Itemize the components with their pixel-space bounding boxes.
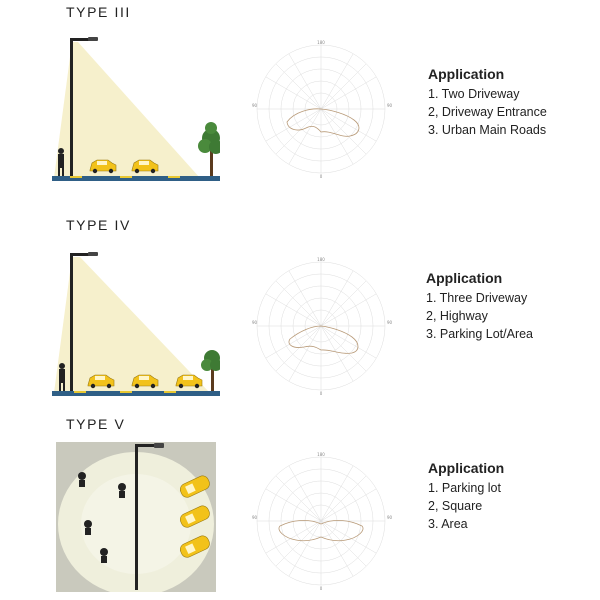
type-v-application [428,460,504,533]
application-item: 3. Area [428,517,468,531]
polar-tick-left: 90 [252,103,258,108]
polar-tick-right: 90 [387,103,392,108]
type-v-polar-diagram [250,450,392,592]
tree [198,122,220,178]
application-title: Application [428,460,505,476]
tree [201,350,220,393]
polar-tick-bottom: 0 [319,586,323,591]
polar-tick-top: 180 [317,257,325,262]
application-item: 2, Square [428,499,483,513]
type-iii-streetlight-illustration [50,30,220,185]
application-item: 2, Highway [426,309,488,323]
type-iii-section [0,0,600,200]
polar-tick-bottom: 0 [319,391,323,396]
type-iii-application [428,66,547,139]
polar-tick-left: 90 [252,515,258,520]
light-beam [54,257,210,393]
lamp-pole [70,38,73,178]
lamp-head [88,37,98,41]
type-v-title: TYPE V [66,416,126,432]
type-iv-title: TYPE IV [66,217,131,233]
car-3 [176,375,202,388]
polar-grid [257,457,385,585]
polar-tick-top: 180 [317,40,325,45]
polar-tick-right: 90 [387,515,392,520]
application-item: 1. Two Driveway [428,87,520,101]
polar-tick-left: 90 [252,320,258,325]
type-iv-polar-diagram [250,255,392,397]
lamp-head [88,252,98,256]
light-beam [54,42,200,178]
polar-tick-bottom: 0 [319,174,323,179]
application-title: Application [426,270,503,286]
type-v-section [0,410,600,600]
type-iii-title: TYPE III [66,4,131,20]
application-item: 1. Three Driveway [426,291,528,305]
application-item: 3. Urban Main Roads [428,123,547,137]
type-iv-application [426,270,533,343]
application-item: 1. Parking lot [428,481,501,495]
application-title: Application [428,66,505,82]
lamp-head [154,443,164,448]
polar-tick-right: 90 [387,320,392,325]
lamp-pole [70,253,73,393]
type-iv-section [0,210,600,410]
polar-tick-top: 180 [317,452,325,457]
type-v-area-light-illustration [56,442,216,592]
type-iii-polar-diagram [250,38,392,180]
application-item: 2, Driveway Entrance [428,105,547,119]
type-iv-streetlight-illustration [50,245,220,400]
lamp-pole [135,444,138,590]
application-item: 3. Parking Lot/Area [426,327,534,341]
